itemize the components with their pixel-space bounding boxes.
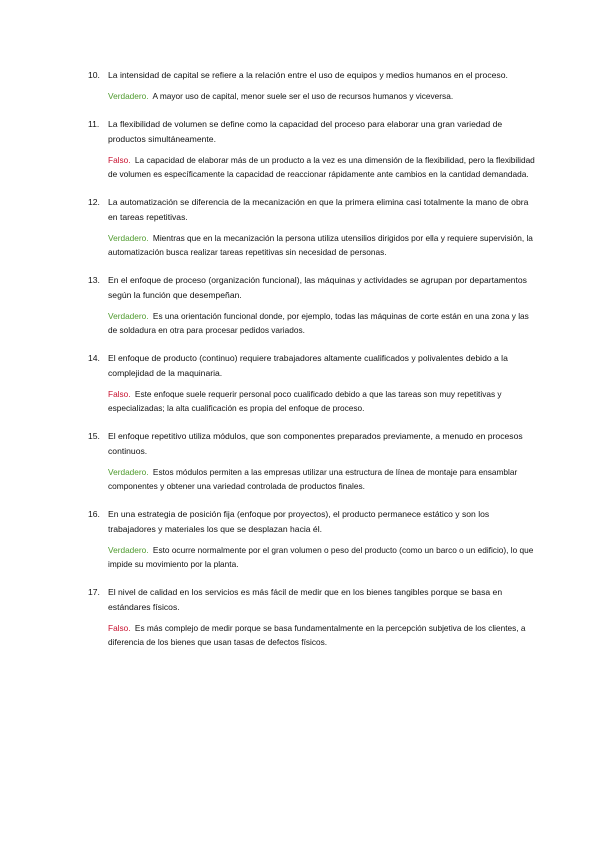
answer	[108, 543, 536, 572]
answer-explanation: Estos módulos permiten a las empresas utilizar una estructura de línea de montaje para ensamblar componentes y obtener una variedad controlada de productos finales.	[108, 466, 518, 491]
question	[88, 195, 536, 225]
question-number: 12.	[88, 196, 100, 207]
answer	[108, 89, 536, 104]
question-list	[88, 68, 536, 650]
verdict-label: Verdadero.	[108, 310, 149, 321]
question-number: 10.	[88, 70, 100, 80]
answer	[108, 465, 536, 494]
verdict-label: Verdadero.	[108, 544, 149, 555]
question-text: El enfoque de producto (continuo) requiere trabajadores altamente cualificados y polivalentes debido a la complejidad de la maquinaria.	[108, 352, 508, 378]
question-text: El enfoque repetitivo utiliza módulos, que son componentes preparados previamente, a menudo en procesos continuos.	[108, 430, 523, 456]
question	[88, 273, 536, 303]
question-text: La flexibilidad de volumen se define como la capacidad del proceso para elaborar una gran variedad de productos simultáneamente.	[108, 118, 503, 144]
list-item	[88, 117, 536, 182]
question-number: 11.	[88, 118, 100, 129]
verdict-label: Falso.	[108, 388, 131, 399]
question	[88, 117, 536, 147]
question	[88, 429, 536, 459]
answer	[108, 231, 536, 260]
question-text: El nivel de calidad en los servicios es más fácil de medir que en los bienes tangibles porque se basa en estándares físicos.	[108, 586, 503, 612]
question-number: 17.	[88, 586, 100, 597]
question	[88, 351, 536, 381]
answer-explanation: Mientras que en la mecanización la persona utiliza utensilios dirigidos por ella y requiere supervisión, la automatización busca realizar tareas repetitivas sin necesidad de personas.	[108, 232, 533, 257]
list-item	[88, 585, 536, 650]
verdict-label: Verdadero.	[108, 91, 149, 101]
list-item	[88, 68, 536, 104]
answer-explanation: La capacidad de elaborar más de un producto a la vez es una dimensión de la flexibilidad, pero la flexibilidad de volumen es específicamente la capacidad de reaccionar rápidamente ante cambios en la cantidad demandada.	[108, 154, 535, 179]
answer-explanation: A mayor uso de capital, menor suele ser el uso de recursos humanos y viceversa.	[152, 91, 454, 101]
question	[88, 507, 536, 537]
answer-explanation: Es una orientación funcional donde, por ejemplo, todas las máquinas de corte están en una zona y las de soldadura en otra para procesar pedidos variados.	[108, 310, 529, 335]
question-text: En el enfoque de proceso (organización funcional), las máquinas y actividades se agrupan por departamentos según la función que desempeñan.	[108, 274, 527, 300]
question-number: 16.	[88, 508, 100, 519]
answer	[108, 153, 536, 182]
answer-explanation: Es más complejo de medir porque se basa fundamentalmente en la percepción subjetiva de los clientes, a diferencia de los bienes que usan tasas de defectos físicos.	[108, 622, 526, 647]
verdict-label: Falso.	[108, 154, 131, 165]
question	[88, 68, 536, 83]
answer	[108, 387, 536, 416]
answer	[108, 309, 536, 338]
verdict-label: Verdadero.	[108, 232, 149, 243]
verdict-label: Falso.	[108, 622, 131, 633]
list-item	[88, 195, 536, 260]
list-item	[88, 507, 536, 572]
question-number: 15.	[88, 430, 100, 441]
list-item	[88, 429, 536, 494]
answer-explanation: Este enfoque suele requerir personal poco cualificado debido a que las tareas son muy repetitivas y especializadas; la alta cualificación es propia del enfoque de proceso.	[108, 388, 502, 413]
verdict-label: Verdadero.	[108, 466, 149, 477]
question-text: La automatización se diferencia de la mecanización en que la primera elimina casi totalmente la mano de obra en tareas repetitivas.	[108, 196, 529, 222]
question	[88, 585, 536, 615]
question-text: La intensidad de capital se refiere a la relación entre el uso de equipos y medios humanos en el proceso.	[108, 70, 508, 80]
list-item	[88, 351, 536, 416]
answer-explanation: Esto ocurre normalmente por el gran volumen o peso del producto (como un barco o un edificio), lo que impide su movimiento por la planta.	[108, 544, 534, 569]
question-text: En una estrategia de posición fija (enfoque por proyectos), el producto permanece estático y son los trabajadores y materiales los que se desplazan hacia él.	[108, 508, 490, 534]
answer	[108, 621, 536, 650]
list-item	[88, 273, 536, 338]
question-number: 14.	[88, 352, 100, 363]
question-number: 13.	[88, 274, 100, 285]
